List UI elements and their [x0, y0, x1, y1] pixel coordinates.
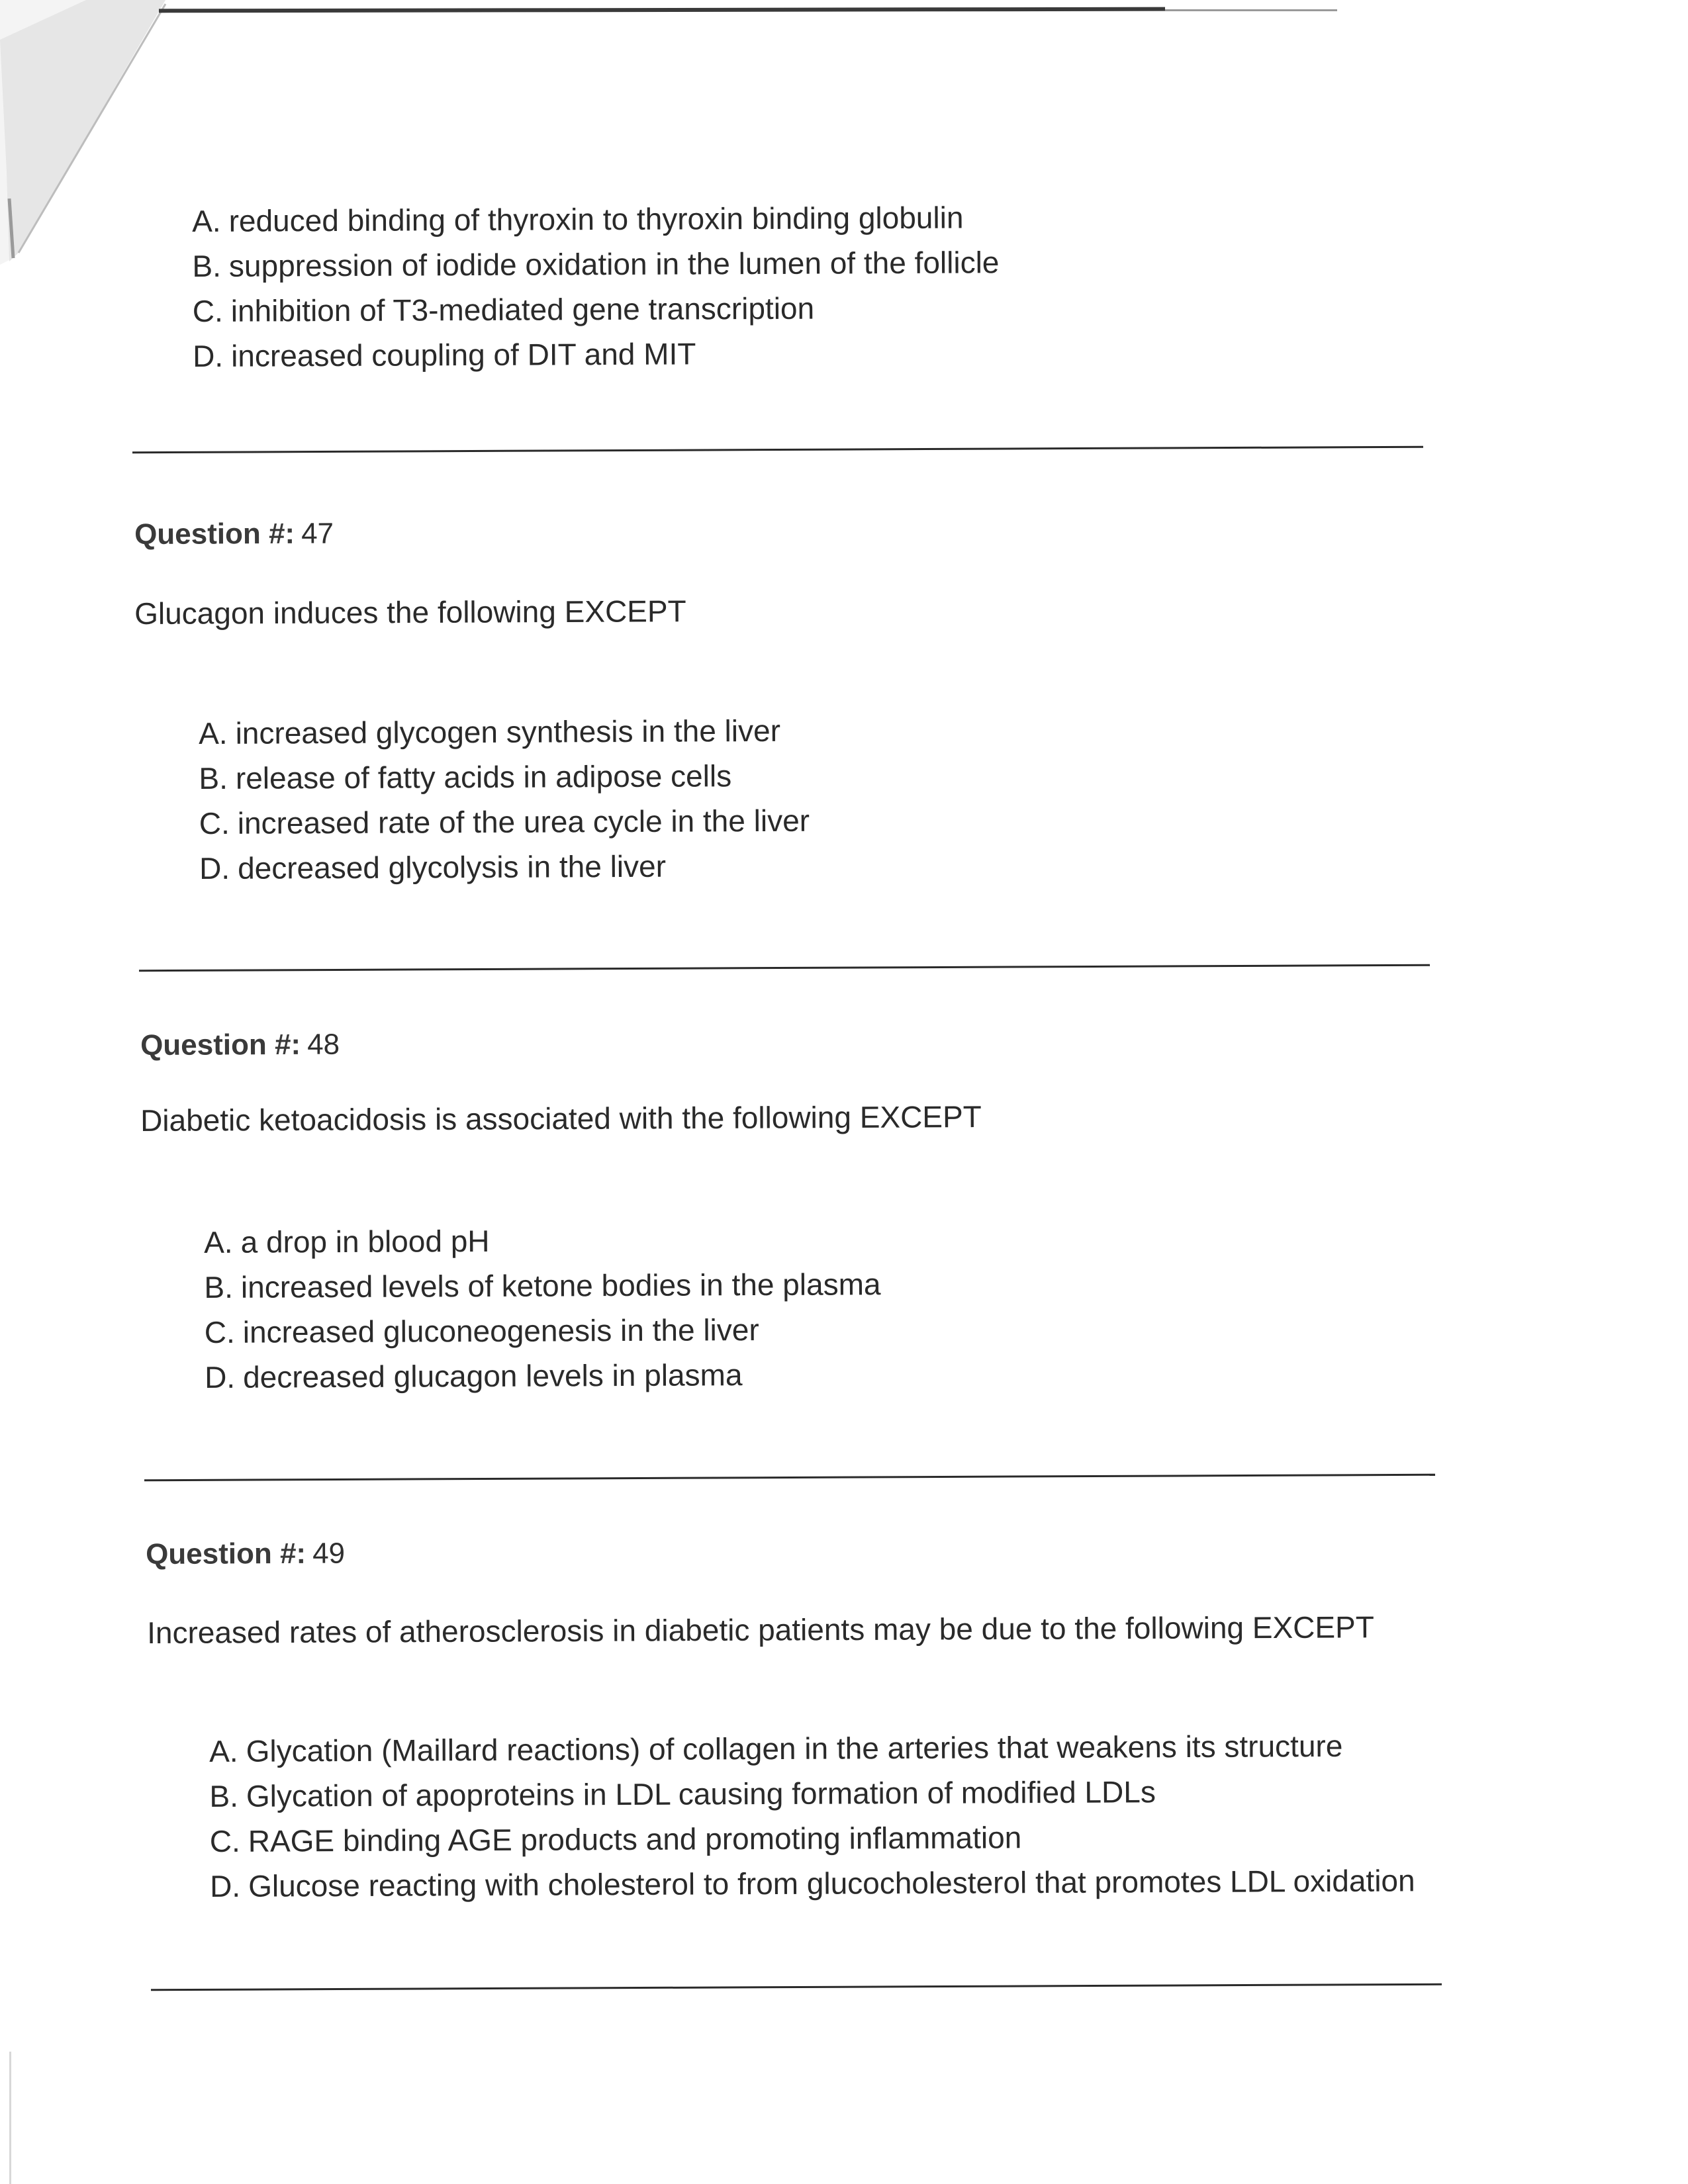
question-prefix: Question #:: [146, 1537, 306, 1570]
option-text: increased glycogen synthesis in the liver: [235, 713, 781, 751]
option-text: increased coupling of DIT and MIT: [230, 336, 696, 373]
option-item: [205, 1306, 881, 1355]
option-item: [199, 708, 810, 756]
carryover-options: [192, 195, 1000, 379]
option-letter: B.: [192, 248, 222, 283]
option-letter: D.: [204, 1359, 236, 1394]
option-item: [193, 330, 1000, 379]
option-text: decreased glucagon levels in plasma: [242, 1357, 743, 1394]
question-options: [209, 1723, 1415, 1909]
option-letter: D.: [192, 338, 224, 373]
top-edge-rule-fade: [1165, 9, 1337, 11]
option-text: Glucose reacting with cholesterol to from glucocholesterol that promotes LDL oxidation: [248, 1863, 1415, 1903]
question-stem: Diabetic ketoacidosis is associated with the following EXCEPT: [140, 1099, 982, 1138]
question-options: [204, 1216, 881, 1400]
option-text: increased gluconeogenesis in the liver: [242, 1312, 759, 1349]
option-letter: A.: [199, 715, 228, 751]
option-text: inhibition of T3-mediated gene transcription: [230, 291, 815, 328]
option-letter: B.: [209, 1778, 239, 1813]
option-letter: C.: [192, 293, 223, 328]
option-item: [199, 798, 810, 846]
question-number: 47: [301, 517, 334, 550]
option-item: [209, 1768, 1415, 1819]
option-letter: D.: [209, 1868, 241, 1903]
section-divider: [144, 1474, 1435, 1482]
option-text: release of fatty acids in adipose cells: [235, 758, 732, 796]
option-text: RAGE binding AGE products and promoting inflammation: [248, 1820, 1022, 1858]
option-letter: A.: [204, 1224, 233, 1259]
question-options: [199, 708, 810, 891]
section-divider: [132, 446, 1423, 454]
option-text: a drop in blood pH: [240, 1223, 490, 1259]
option-letter: B.: [199, 760, 228, 796]
option-item: [204, 1216, 880, 1265]
option-text: increased rate of the urea cycle in the liver: [237, 803, 810, 841]
option-text: decreased glycolysis in the liver: [237, 848, 667, 886]
page-corner-fold: [0, 0, 199, 278]
question-stem: Glucagon induces the following EXCEPT: [134, 594, 686, 631]
option-letter: C.: [204, 1314, 235, 1349]
section-divider: [151, 1983, 1442, 1991]
question-label: [140, 1028, 340, 1063]
option-item: [193, 285, 1000, 334]
option-item: [210, 1858, 1415, 1909]
question-label: [134, 517, 334, 552]
option-letter: C.: [199, 805, 230, 841]
option-item: [204, 1261, 880, 1310]
option-text: Glycation of apoproteins in LDL causing formation of modified LDLs: [246, 1774, 1156, 1813]
option-item: [210, 1813, 1415, 1864]
option-item: [209, 1723, 1415, 1774]
option-text: reduced binding of thyroxin to thyroxin binding globulin: [228, 200, 964, 238]
option-text: increased levels of ketone bodies in the plasma: [240, 1267, 881, 1304]
option-text: suppression of iodide oxidation in the lumen of the follicle: [228, 245, 1000, 283]
option-item: [192, 195, 999, 244]
question-prefix: Question #:: [134, 517, 295, 551]
option-letter: D.: [199, 850, 230, 886]
option-text: Glycation (Maillard reactions) of collagen in the arteries that weakens its structure: [246, 1728, 1343, 1768]
option-letter: A.: [209, 1733, 238, 1768]
question-number: 49: [312, 1537, 346, 1570]
option-item: [199, 843, 810, 891]
option-letter: A.: [192, 203, 221, 238]
option-item: [205, 1351, 881, 1400]
option-letter: B.: [204, 1269, 234, 1304]
question-stem: Increased rates of atherosclerosis in diabetic patients may be due to the following EXCEPT: [147, 1610, 1375, 1650]
option-item: [192, 240, 999, 289]
question-label: [146, 1537, 345, 1572]
option-letter: C.: [209, 1823, 240, 1858]
top-edge-rule: [159, 7, 1165, 13]
question-number: 48: [307, 1028, 340, 1061]
question-prefix: Question #:: [140, 1028, 301, 1062]
option-item: [199, 753, 810, 801]
section-divider: [139, 964, 1430, 972]
left-page-edge: [9, 2052, 11, 2184]
